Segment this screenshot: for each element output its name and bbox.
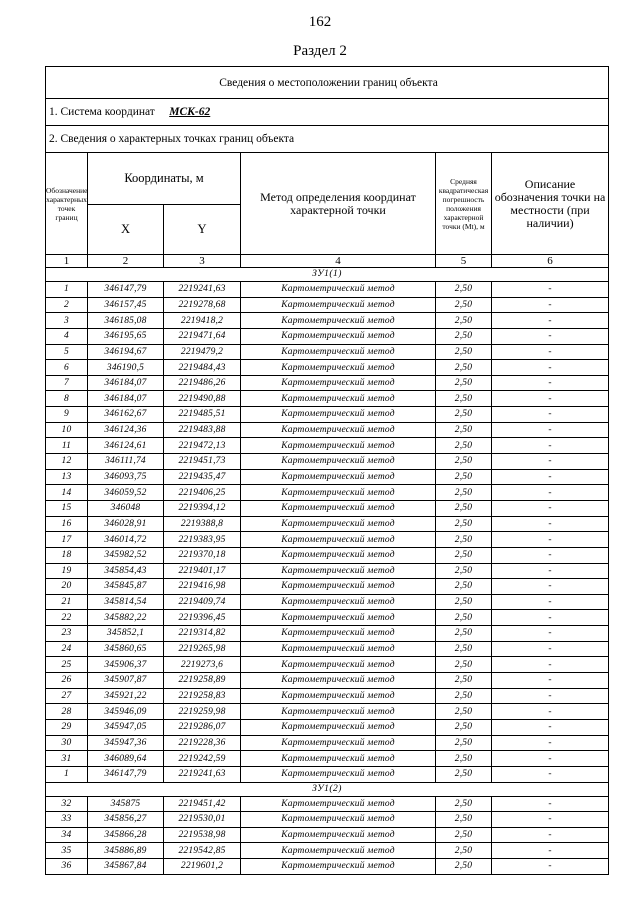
point-id-cell: 4 (46, 328, 88, 344)
description-cell: - (492, 594, 609, 610)
table-row (46, 704, 609, 720)
description-cell: - (492, 360, 609, 376)
point-id-cell: 7 (46, 375, 88, 391)
description-cell: - (492, 688, 609, 704)
table-row (46, 500, 609, 516)
x-coord-cell: 346157,45 (88, 297, 164, 313)
x-coord-cell: 345907,87 (88, 673, 164, 689)
method-cell: Картометрический метод (241, 516, 436, 532)
description-cell: - (492, 469, 609, 485)
description-cell: - (492, 704, 609, 720)
y-coord-cell: 2219286,07 (164, 719, 241, 735)
x-coord-cell: 346014,72 (88, 532, 164, 548)
x-coord-cell: 346194,67 (88, 344, 164, 360)
accuracy-cell: 2,50 (436, 704, 492, 720)
method-cell: Картометрический метод (241, 843, 436, 859)
x-coord-cell: 345906,37 (88, 657, 164, 673)
accuracy-cell: 2,50 (436, 438, 492, 454)
x-coord-cell: 346089,64 (88, 751, 164, 767)
method-cell: Картометрический метод (241, 360, 436, 376)
table-row (46, 751, 609, 767)
point-id-cell: 20 (46, 579, 88, 595)
description-cell: - (492, 547, 609, 563)
point-id-cell: 16 (46, 516, 88, 532)
accuracy-cell: 2,50 (436, 579, 492, 595)
x-coord-cell: 345856,27 (88, 812, 164, 828)
point-id-cell: 3 (46, 313, 88, 329)
description-cell: - (492, 859, 609, 875)
description-cell: - (492, 375, 609, 391)
accuracy-cell: 2,50 (436, 563, 492, 579)
method-cell: Картометрический метод (241, 796, 436, 812)
point-id-cell: 1 (46, 766, 88, 782)
accuracy-cell: 2,50 (436, 375, 492, 391)
method-cell: Картометрический метод (241, 688, 436, 704)
x-coord-cell: 346190,5 (88, 360, 164, 376)
accuracy-cell: 2,50 (436, 500, 492, 516)
description-cell: - (492, 407, 609, 423)
method-cell: Картометрический метод (241, 594, 436, 610)
accuracy-cell: 2,50 (436, 344, 492, 360)
points-heading: 2. Сведения о характерных точках границ объекта (46, 126, 609, 153)
method-cell: Картометрический метод (241, 766, 436, 782)
x-coord-cell: 345845,87 (88, 579, 164, 595)
method-cell: Картометрический метод (241, 344, 436, 360)
accuracy-cell: 2,50 (436, 751, 492, 767)
method-cell: Картометрический метод (241, 673, 436, 689)
y-coord-cell: 2219416,98 (164, 579, 241, 595)
table-row (46, 469, 609, 485)
description-cell: - (492, 766, 609, 782)
description-cell: - (492, 796, 609, 812)
y-coord-cell: 2219409,74 (164, 594, 241, 610)
accuracy-cell: 2,50 (436, 594, 492, 610)
x-coord-cell: 345860,65 (88, 641, 164, 657)
accuracy-cell: 2,50 (436, 422, 492, 438)
y-coord-cell: 2219241,63 (164, 766, 241, 782)
table-row (46, 859, 609, 875)
method-cell: Картометрический метод (241, 282, 436, 298)
x-coord-cell: 345867,84 (88, 859, 164, 875)
column-number: 2 (88, 255, 164, 268)
coord-system-label: 1. Система координат (49, 106, 155, 118)
table-row (46, 516, 609, 532)
table-row (46, 641, 609, 657)
point-id-cell: 36 (46, 859, 88, 875)
description-cell: - (492, 657, 609, 673)
description-cell: - (492, 579, 609, 595)
x-coord-cell: 346184,07 (88, 375, 164, 391)
description-cell: - (492, 297, 609, 313)
method-cell: Картометрический метод (241, 438, 436, 454)
method-cell: Картометрический метод (241, 579, 436, 595)
y-coord-cell: 2219228,36 (164, 735, 241, 751)
y-coord-cell: 2219418,2 (164, 313, 241, 329)
accuracy-cell: 2,50 (436, 641, 492, 657)
x-coord-cell: 346048 (88, 500, 164, 516)
x-coord-cell: 346111,74 (88, 454, 164, 470)
point-id-cell: 8 (46, 391, 88, 407)
table-row (46, 391, 609, 407)
x-coord-cell: 345882,22 (88, 610, 164, 626)
table-title: Сведения о местоположении границ объекта (46, 67, 609, 99)
accuracy-cell: 2,50 (436, 673, 492, 689)
y-coord-cell: 2219406,25 (164, 485, 241, 501)
method-cell: Картометрический метод (241, 610, 436, 626)
x-coord-cell: 345854,43 (88, 563, 164, 579)
column-number: 1 (46, 255, 88, 268)
y-coord-cell: 2219486,26 (164, 375, 241, 391)
description-cell: - (492, 344, 609, 360)
zone-name: ЗУ1(2) (46, 782, 609, 796)
header-coords: Координаты, м (88, 153, 241, 205)
point-id-cell: 29 (46, 719, 88, 735)
description-cell: - (492, 626, 609, 642)
column-number: 3 (164, 255, 241, 268)
x-coord-cell: 346147,79 (88, 282, 164, 298)
y-coord-cell: 2219490,88 (164, 391, 241, 407)
x-coord-cell: 346124,36 (88, 422, 164, 438)
method-cell: Картометрический метод (241, 827, 436, 843)
description-cell: - (492, 563, 609, 579)
section-title: Раздел 2 (293, 43, 347, 59)
accuracy-cell: 2,50 (436, 610, 492, 626)
y-coord-cell: 2219451,42 (164, 796, 241, 812)
description-cell: - (492, 391, 609, 407)
accuracy-cell: 2,50 (436, 391, 492, 407)
method-cell: Картометрический метод (241, 485, 436, 501)
description-cell: - (492, 438, 609, 454)
x-coord-cell: 346147,79 (88, 766, 164, 782)
point-id-cell: 19 (46, 563, 88, 579)
point-id-cell: 23 (46, 626, 88, 642)
y-coord-cell: 2219388,8 (164, 516, 241, 532)
y-coord-cell: 2219278,68 (164, 297, 241, 313)
y-coord-cell: 2219258,83 (164, 688, 241, 704)
accuracy-cell: 2,50 (436, 547, 492, 563)
coord-system-value: МСК-62 (169, 106, 211, 118)
method-cell: Картометрический метод (241, 812, 436, 828)
x-coord-cell: 345947,36 (88, 735, 164, 751)
accuracy-cell: 2,50 (436, 532, 492, 548)
point-id-cell: 22 (46, 610, 88, 626)
description-cell: - (492, 282, 609, 298)
method-cell: Картометрический метод (241, 657, 436, 673)
point-id-cell: 21 (46, 594, 88, 610)
table-row (46, 594, 609, 610)
point-id-cell: 12 (46, 454, 88, 470)
y-coord-cell: 2219401,17 (164, 563, 241, 579)
method-cell: Картометрический метод (241, 328, 436, 344)
boundary-points-table (45, 66, 609, 875)
description-cell: - (492, 641, 609, 657)
description-cell: - (492, 673, 609, 689)
description-cell: - (492, 313, 609, 329)
table-row (46, 843, 609, 859)
point-id-cell: 30 (46, 735, 88, 751)
description-cell: - (492, 719, 609, 735)
method-cell: Картометрический метод (241, 297, 436, 313)
method-cell: Картометрический метод (241, 626, 436, 642)
accuracy-cell: 2,50 (436, 328, 492, 344)
table-row (46, 532, 609, 548)
x-coord-cell: 346184,07 (88, 391, 164, 407)
y-coord-cell: 2219314,82 (164, 626, 241, 642)
point-id-cell: 9 (46, 407, 88, 423)
table-row (46, 375, 609, 391)
method-cell: Картометрический метод (241, 547, 436, 563)
x-coord-cell: 346185,08 (88, 313, 164, 329)
accuracy-cell: 2,50 (436, 407, 492, 423)
x-coord-cell: 345946,09 (88, 704, 164, 720)
table-row (46, 626, 609, 642)
x-coord-cell: 345982,52 (88, 547, 164, 563)
description-cell: - (492, 516, 609, 532)
y-coord-cell: 2219241,63 (164, 282, 241, 298)
description-cell: - (492, 422, 609, 438)
x-coord-cell: 345886,89 (88, 843, 164, 859)
point-id-cell: 18 (46, 547, 88, 563)
x-coord-cell: 345921,22 (88, 688, 164, 704)
table-row (46, 673, 609, 689)
x-coord-cell: 346162,67 (88, 407, 164, 423)
y-coord-cell: 2219242,59 (164, 751, 241, 767)
y-coord-cell: 2219394,12 (164, 500, 241, 516)
accuracy-cell: 2,50 (436, 485, 492, 501)
zone-header-row (46, 268, 609, 282)
table-row (46, 313, 609, 329)
y-coord-cell: 2219483,88 (164, 422, 241, 438)
accuracy-cell: 2,50 (436, 626, 492, 642)
y-coord-cell: 2219472,13 (164, 438, 241, 454)
description-cell: - (492, 328, 609, 344)
table-row (46, 422, 609, 438)
table-row (46, 579, 609, 595)
accuracy-cell: 2,50 (436, 657, 492, 673)
point-id-cell: 2 (46, 297, 88, 313)
method-cell: Картометрический метод (241, 641, 436, 657)
description-cell: - (492, 610, 609, 626)
table-row (46, 344, 609, 360)
zone-name: ЗУ1(1) (46, 268, 609, 282)
accuracy-cell: 2,50 (436, 297, 492, 313)
description-cell: - (492, 500, 609, 516)
method-cell: Картометрический метод (241, 532, 436, 548)
method-cell: Картометрический метод (241, 407, 436, 423)
accuracy-cell: 2,50 (436, 313, 492, 329)
x-coord-cell: 345947,05 (88, 719, 164, 735)
description-cell: - (492, 532, 609, 548)
y-coord-cell: 2219259,98 (164, 704, 241, 720)
point-id-cell: 32 (46, 796, 88, 812)
y-coord-cell: 2219265,98 (164, 641, 241, 657)
table-row (46, 812, 609, 828)
accuracy-cell: 2,50 (436, 843, 492, 859)
header-method: Метод определения координат характерной точки (241, 153, 436, 255)
accuracy-cell: 2,50 (436, 688, 492, 704)
y-coord-cell: 2219396,45 (164, 610, 241, 626)
table-row (46, 485, 609, 501)
table-row (46, 563, 609, 579)
y-coord-cell: 2219484,43 (164, 360, 241, 376)
x-coord-cell: 345852,1 (88, 626, 164, 642)
x-coord-cell: 346093,75 (88, 469, 164, 485)
point-id-cell: 27 (46, 688, 88, 704)
method-cell: Картометрический метод (241, 563, 436, 579)
table-row (46, 282, 609, 298)
method-cell: Картометрический метод (241, 751, 436, 767)
header-accuracy: Средняя квадратическая погрешность положения характерной точки (Mt), м (436, 153, 492, 255)
y-coord-cell: 2219542,85 (164, 843, 241, 859)
point-id-cell: 26 (46, 673, 88, 689)
method-cell: Картометрический метод (241, 500, 436, 516)
column-number: 4 (241, 255, 436, 268)
point-id-cell: 11 (46, 438, 88, 454)
coord-system-row (46, 99, 609, 126)
point-id-cell: 28 (46, 704, 88, 720)
table-row (46, 438, 609, 454)
accuracy-cell: 2,50 (436, 766, 492, 782)
y-coord-cell: 2219479,2 (164, 344, 241, 360)
point-id-cell: 6 (46, 360, 88, 376)
y-coord-cell: 2219370,18 (164, 547, 241, 563)
point-id-cell: 35 (46, 843, 88, 859)
accuracy-cell: 2,50 (436, 282, 492, 298)
table-row (46, 688, 609, 704)
description-cell: - (492, 735, 609, 751)
y-coord-cell: 2219471,64 (164, 328, 241, 344)
table-row (46, 610, 609, 626)
x-coord-cell: 346059,52 (88, 485, 164, 501)
accuracy-cell: 2,50 (436, 796, 492, 812)
x-coord-cell: 346195,65 (88, 328, 164, 344)
description-cell: - (492, 485, 609, 501)
column-numbers-row (46, 255, 609, 268)
point-id-cell: 1 (46, 282, 88, 298)
method-cell: Картометрический метод (241, 704, 436, 720)
header-description: Описание обозначения точки на местности (при наличии) (492, 153, 609, 255)
method-cell: Картометрический метод (241, 735, 436, 751)
table-row (46, 454, 609, 470)
table-row (46, 735, 609, 751)
point-id-cell: 31 (46, 751, 88, 767)
point-id-cell: 14 (46, 485, 88, 501)
x-coord-cell: 345875 (88, 796, 164, 812)
table-row (46, 297, 609, 313)
accuracy-cell: 2,50 (436, 719, 492, 735)
accuracy-cell: 2,50 (436, 812, 492, 828)
x-coord-cell: 345866,28 (88, 827, 164, 843)
zone-header-row (46, 782, 609, 796)
table-row (46, 796, 609, 812)
method-cell: Картометрический метод (241, 454, 436, 470)
header-point-id: Обозначение характерных точек границ (46, 153, 88, 255)
point-id-cell: 24 (46, 641, 88, 657)
table-row (46, 657, 609, 673)
y-coord-cell: 2219530,01 (164, 812, 241, 828)
point-id-cell: 25 (46, 657, 88, 673)
accuracy-cell: 2,50 (436, 827, 492, 843)
x-coord-cell: 346124,61 (88, 438, 164, 454)
table-row (46, 547, 609, 563)
point-id-cell: 34 (46, 827, 88, 843)
point-id-cell: 10 (46, 422, 88, 438)
y-coord-cell: 2219451,73 (164, 454, 241, 470)
method-cell: Картометрический метод (241, 313, 436, 329)
column-number: 6 (492, 255, 609, 268)
y-coord-cell: 2219258,89 (164, 673, 241, 689)
point-id-cell: 13 (46, 469, 88, 485)
x-coord-cell: 345814,54 (88, 594, 164, 610)
method-cell: Картометрический метод (241, 859, 436, 875)
table-row (46, 719, 609, 735)
y-coord-cell: 2219538,98 (164, 827, 241, 843)
method-cell: Картометрический метод (241, 375, 436, 391)
accuracy-cell: 2,50 (436, 859, 492, 875)
description-cell: - (492, 827, 609, 843)
y-coord-cell: 2219435,47 (164, 469, 241, 485)
table-row (46, 360, 609, 376)
table-row (46, 827, 609, 843)
description-cell: - (492, 751, 609, 767)
accuracy-cell: 2,50 (436, 516, 492, 532)
y-coord-cell: 2219273,6 (164, 657, 241, 673)
table-row (46, 407, 609, 423)
y-coord-cell: 2219601,2 (164, 859, 241, 875)
accuracy-cell: 2,50 (436, 360, 492, 376)
accuracy-cell: 2,50 (436, 735, 492, 751)
column-number: 5 (436, 255, 492, 268)
point-id-cell: 15 (46, 500, 88, 516)
method-cell: Картометрический метод (241, 469, 436, 485)
point-id-cell: 5 (46, 344, 88, 360)
x-coord-cell: 346028,91 (88, 516, 164, 532)
method-cell: Картометрический метод (241, 391, 436, 407)
description-cell: - (492, 454, 609, 470)
method-cell: Картометрический метод (241, 719, 436, 735)
method-cell: Картометрический метод (241, 422, 436, 438)
description-cell: - (492, 843, 609, 859)
table-row (46, 766, 609, 782)
header-y: Y (164, 205, 241, 255)
header-x: X (88, 205, 164, 255)
point-id-cell: 17 (46, 532, 88, 548)
accuracy-cell: 2,50 (436, 469, 492, 485)
y-coord-cell: 2219383,95 (164, 532, 241, 548)
point-id-cell: 33 (46, 812, 88, 828)
page-number: 162 (308, 14, 332, 30)
description-cell: - (492, 812, 609, 828)
accuracy-cell: 2,50 (436, 454, 492, 470)
y-coord-cell: 2219485,51 (164, 407, 241, 423)
table-row (46, 328, 609, 344)
